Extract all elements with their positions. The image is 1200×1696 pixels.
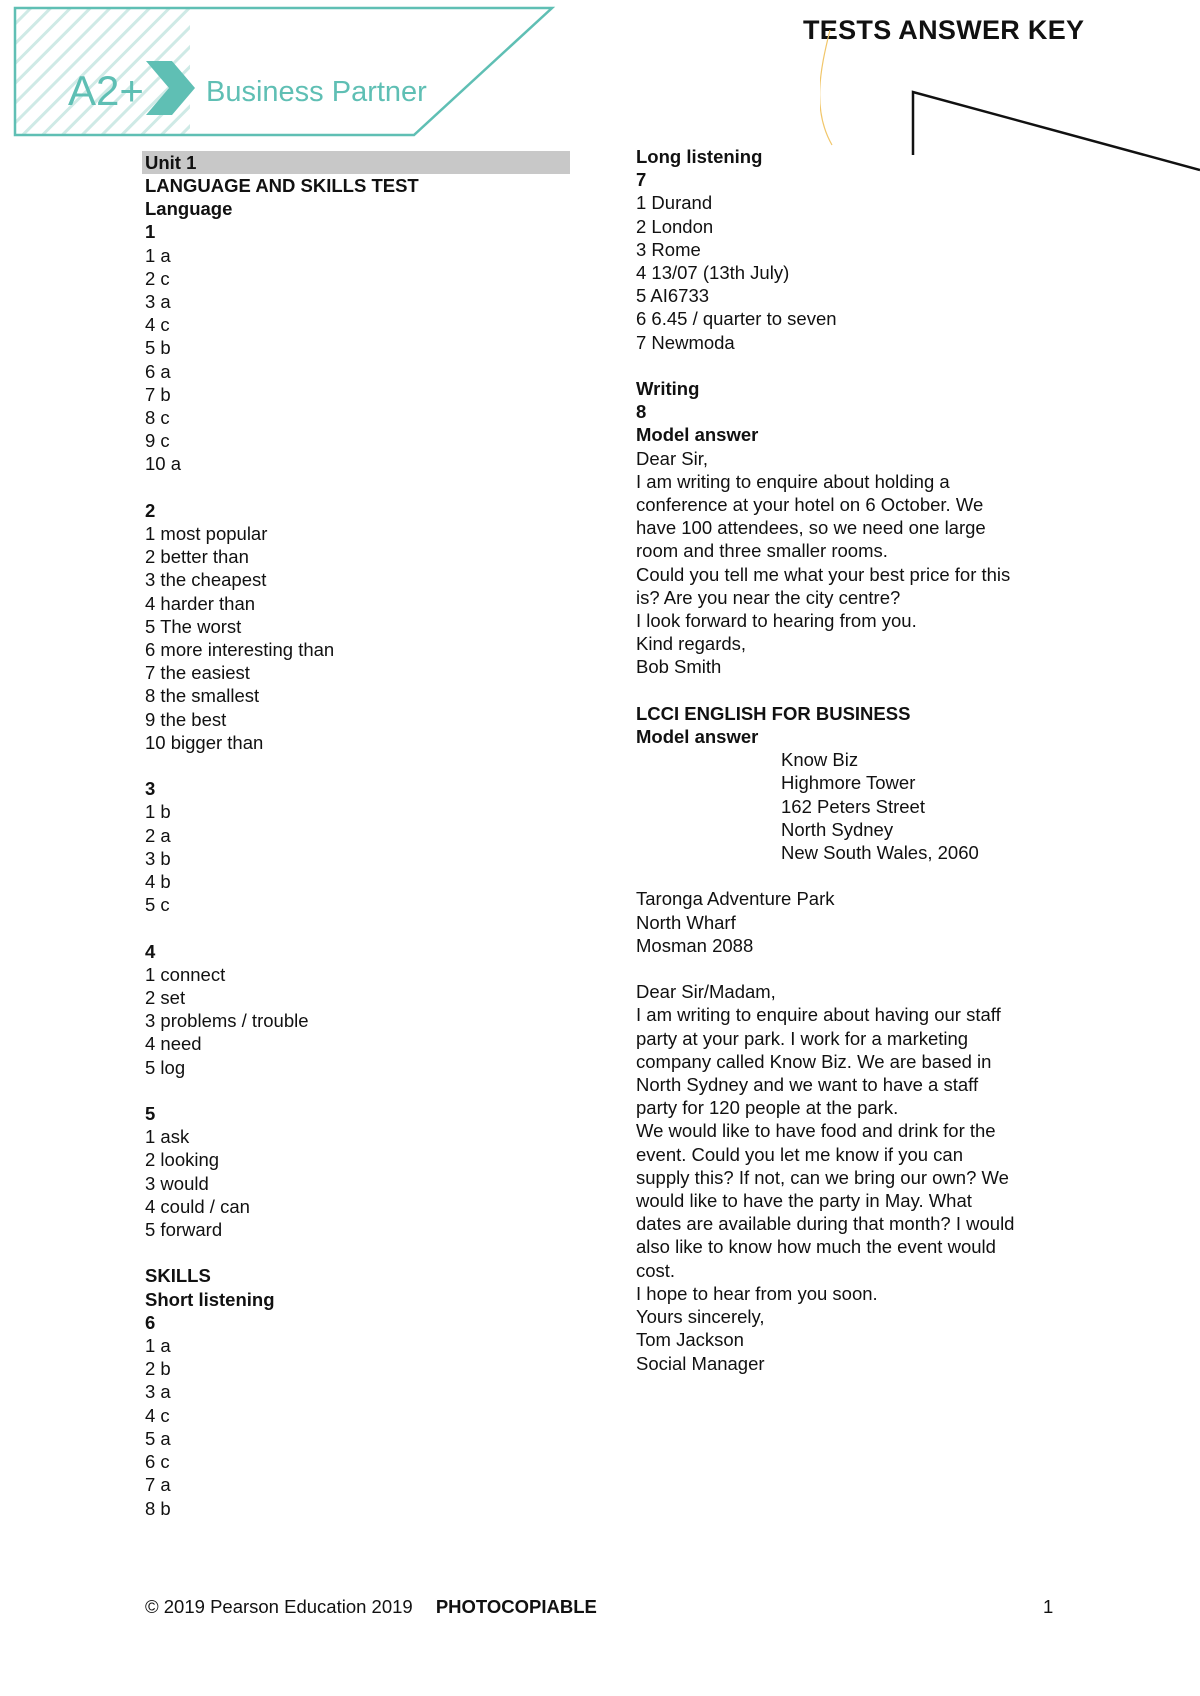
answer-item: 6 6.45 / quarter to seven [636,308,837,330]
letter-line: supply this? If not, can we bring our own? We [636,1166,1009,1188]
section-heading-short-listening: Short listening [145,1288,275,1310]
unit-header: Unit 1 [142,151,570,174]
letter-line: I am writing to enquire about having our staff [636,1004,1001,1026]
answer-item: 2 a [145,824,171,846]
letter-line: conference at your hotel on 6 October. We [636,494,984,516]
footer [145,1596,597,1618]
answer-item: 4 c [145,314,170,336]
answer-item: 6 a [145,360,171,382]
answer-item: 4 b [145,871,171,893]
sender-address-line: 162 Peters Street [781,795,925,817]
answer-item: 1 a [145,244,171,266]
letter-line: party at your park. I work for a marketing [636,1027,969,1049]
letter-line: Dear Sir, [636,447,708,469]
exercise-number: 8 [636,401,647,423]
sender-address-line: Know Biz [781,749,859,771]
letter-line: Yours sincerely, [636,1306,765,1328]
copyright-text: © 2019 Pearson Education 2019 [145,1596,413,1617]
letter-line: Social Manager [636,1352,765,1374]
letter-line: company called Know Biz. We are based in [636,1050,992,1072]
left-column [145,151,565,1520]
answer-item: 3 the cheapest [145,569,267,591]
answer-item: 5 The worst [145,615,242,637]
answer-item: 7 the easiest [145,662,250,684]
letter-line: North Sydney and we want to have a staff [636,1074,979,1096]
answer-item: 2 London [636,215,714,237]
recipient-address-line: Mosman 2088 [636,934,754,956]
letter-line: is? Are you near the city centre? [636,586,901,608]
answer-item: 5 c [145,894,170,916]
letter-line: cost. [636,1259,676,1281]
answer-item: 9 c [145,430,170,452]
answer-item: 6 c [145,1451,170,1473]
answer-item: 2 looking [145,1149,220,1171]
page-number: 1 [1043,1596,1054,1617]
section-heading-skills: SKILLS [145,1265,211,1287]
model-answer-label: Model answer [636,726,759,748]
exercise-number: 6 [145,1311,156,1333]
answer-item: 8 b [145,1497,171,1519]
letter-line: I look forward to hearing from you. [636,610,917,632]
letter-line: Bob Smith [636,656,722,678]
answer-item: 3 b [145,847,171,869]
recipient-address-line: Taronga Adventure Park [636,888,835,910]
answer-item: 10 bigger than [145,731,264,753]
answer-item: 4 harder than [145,592,256,614]
answer-item: 5 forward [145,1219,223,1241]
letter-line: Tom Jackson [636,1329,744,1351]
answer-item: 2 set [145,987,186,1009]
answer-item: 3 would [145,1172,209,1194]
logo-series: Business Partner [206,76,427,108]
section-heading-long-listening: Long listening [636,146,763,167]
right-column [636,145,1066,1375]
letter-line: have 100 attendees, so we need one large [636,517,986,539]
section-heading-language: Language [145,198,233,220]
page-title: TESTS ANSWER KEY [803,15,1085,45]
answer-item: 1 a [145,1335,171,1357]
business-partner-logo [12,5,557,138]
letter-line: Dear Sir/Madam, [636,981,776,1003]
test-title: LANGUAGE AND SKILLS TEST [145,175,419,196]
answer-item: 9 the best [145,708,227,730]
answer-item: 7 a [145,1474,171,1496]
logo-level: A2+ [68,67,144,114]
answer-item: 10 a [145,453,182,475]
answer-item: 8 c [145,407,170,429]
answer-item: 5 b [145,337,171,359]
answer-item: 3 Rome [636,238,701,260]
letter-line: I hope to hear from you soon. [636,1282,878,1304]
sender-address-line: Highmore Tower [781,772,916,794]
letter-line: Could you tell me what your best price for this [636,563,1011,585]
answer-item: 2 better than [145,546,249,568]
answer-item: 4 need [145,1033,202,1055]
section-heading-writing: Writing [636,378,700,400]
answer-item: 1 most popular [145,523,268,545]
letter-line: We would like to have food and drink for the [636,1120,996,1142]
answer-item: 8 the smallest [145,685,260,707]
answer-item: 3 a [145,291,171,313]
answer-item: 2 b [145,1358,171,1380]
answer-item: 4 c [145,1404,170,1426]
answer-item: 3 problems / trouble [145,1010,309,1032]
exercise-number: 5 [145,1103,156,1125]
exercise-number: 4 [145,940,156,962]
answer-item: 7 Newmoda [636,331,735,353]
exercise-number: 7 [636,169,647,191]
letter-line: would like to have the party in May. What [636,1190,972,1212]
answer-item: 5 log [145,1056,186,1078]
sender-address-line: North Sydney [781,818,894,840]
answer-item: 4 13/07 (13th July) [636,262,790,284]
answer-item: 4 could / can [145,1195,250,1217]
letter-line: party for 120 people at the park. [636,1097,899,1119]
answer-item: 5 a [145,1427,171,1449]
model-answer-label: Model answer [636,424,759,446]
letter-line: I am writing to enquire about holding a [636,470,950,492]
answer-item: 3 a [145,1381,171,1403]
answer-item: 6 more interesting than [145,639,335,661]
answer-item: 1 b [145,801,171,823]
letter-line: room and three smaller rooms. [636,540,888,562]
answer-item: 1 Durand [636,192,713,214]
letter-line: dates are available during that month? I would [636,1213,1015,1235]
answer-item: 5 AI6733 [636,285,710,307]
answer-item: 7 b [145,383,171,405]
letter-line: also like to know how much the event would [636,1236,996,1258]
section-heading-lcci: LCCI ENGLISH FOR BUSINESS [636,702,911,724]
answer-item: 2 c [145,267,170,289]
answer-item: 1 ask [145,1126,190,1148]
recipient-address-line: North Wharf [636,911,736,933]
sender-address-line: New South Wales, 2060 [781,842,979,864]
exercise-number: 1 [145,221,156,243]
letter-line: event. Could you let me know if you can [636,1143,964,1165]
answer-item: 1 connect [145,963,226,985]
photocopiable-label: PHOTOCOPIABLE [435,1596,597,1617]
exercise-number: 3 [145,778,156,800]
letter-line: Kind regards, [636,633,747,655]
exercise-number: 2 [145,499,156,521]
